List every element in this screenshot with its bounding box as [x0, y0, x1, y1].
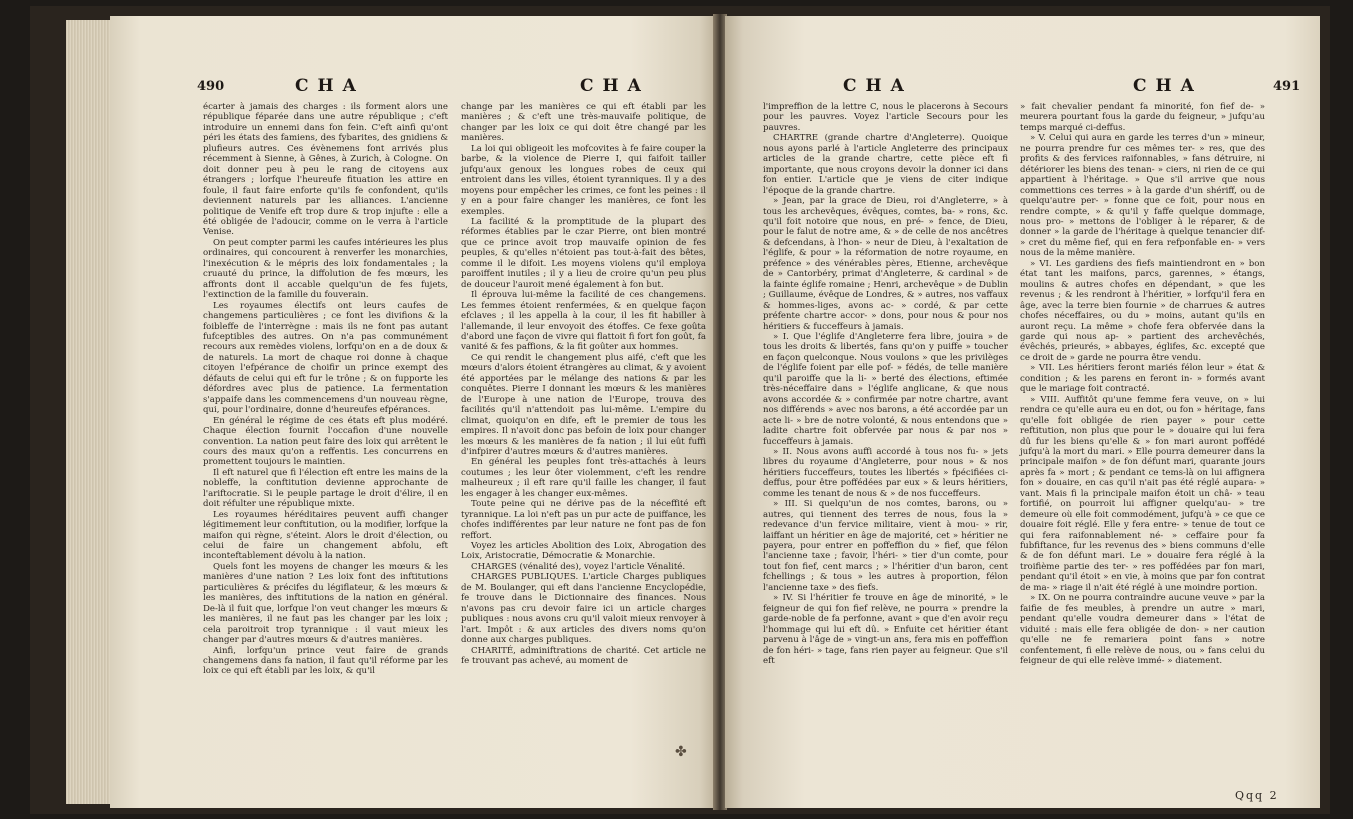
- paragraph: On peut compter parmi les caufes intérieures les plus ordinaires, qui concourent à renverfer les monarchies, l'inexécution & le mépris des loix fondamentales ; la cruauté du prince, la diffolution de fes mœurs, les affronts dont il accable quelqu'un de fes fujets, l'extinction de la famille du fouverain.: [203, 237, 448, 301]
- paragraph: » IV. Si l'héritier fe trouve en âge de minorité, » le feigneur de qui fon fief relève, ne pourra » prendre la garde-noble de fa perfonne, avant » que d'en avoir reçu l'hommage qui lui eft dû. » Enfuite cet héritier étant parvenu à l'âge de » vingt-un ans, fera mis en poffeffion de fon héri- » tage, fans rien payer au feigneur. Que s'il eft: [763, 593, 1008, 667]
- printer-ornament: ✤: [675, 744, 687, 760]
- paragraph: Il eft naturel que fi l'élection eft entre les mains de la nobleffe, la conftitution devienne approchante de l'ariftocratie. Si le peuple partage le droit d'élire, il en doit réfulter une république mixte.: [203, 467, 448, 510]
- paragraph: Il éprouva lui-même la facilité de ces changemens. Les femmes étoient renfermées, & en quelque façon efclaves ; il les appella à la cour, il les fit habiller à l'allemande, il leur envoyoit des étoffes. Ce fexe goûta d'abord une façon de vivre qui flattoit fi fort fon goût, fa vanité & fes paffions, & la fit goûter aux hommes.: [461, 290, 706, 353]
- paragraph: » V. Celui qui aura en garde les terres d'un » mineur, ne pourra prendre fur ces mêmes ter- » res, que des profits & des fervices raifonnables, » fans détruire, ni détériorer les biens des tenan- » ciers, ni rien de ce qui appartient à l'héritage. » Que s'il arrive que nous commettions ces terres » à la garde d'un shériff, ou de quelqu'autre per- » fonne que ce foit, pour nous en rendre compte, » & qu'il y faffe quelque dommage, nous pro- » mettons de l'obliger à le réparer, & de donner » la garde de l'héritage à quelque tenancier dif- » cret du même fief, qui en fera refponfable en- » vers nous de la même manière.: [1020, 133, 1265, 259]
- left-page: [110, 16, 715, 808]
- paragraph: change par les manières ce qui eft établi par les manières ; & c'eft une très-mauvaife politique, de changer par les loix ce qui doit être changé par les manières.: [461, 102, 706, 144]
- paragraph: l'impreffion de la lettre C, nous le placerons à Secours pour les pauvres. Voyez l'article Secours pour les pauvres.: [763, 102, 1008, 133]
- left-running-head-left: CHA: [295, 76, 365, 96]
- page-edges: [66, 20, 112, 804]
- paragraph: CHARITÉ, adminiftrations de charité. Cet article ne fe trouvant pas achevé, au moment de: [461, 645, 706, 667]
- catchword: Qqq 2: [1235, 789, 1279, 802]
- paragraph: En général le régime de ces états eft plus modéré. Chaque élection fournit l'occafion d'une nouvelle convention. La nation peut faire des loix qui arrêtent le cours des maux qu'on a reffentis. Les concurrens en promettent toujours le maintien.: [203, 415, 448, 468]
- paragraph: Quels font les moyens de changer les mœurs & les manières d'une nation ? Les loix font des inftitutions particulières & précifes du légiflateur, & les mœurs & les manières, des inftitutions de la nation en général. De-là il fuit que, lorfque l'on veut changer les mœurs & les manières, il ne faut pas les changer par les loix ; cela paroitroit trop tyrannique : il vaut mieux les changer par d'autres mœurs & d'autres manières.: [203, 561, 448, 646]
- paragraph: » Jean, par la grace de Dieu, roi d'Angleterre, » à tous les archevêques, évêques, comtes, ba- » rons, &c. qu'il foit notoire que nous, en pré- » fence, de Dieu, pour le falut de notre ame, & » de celle de nos ancêtres & defcendans, à l'hon- » neur de Dieu, à l'exaltation de l'églife, & pour » la réformation de notre royaume, en préfence » des vénérables pères, Etienne, archevêque de » Cantorbéry, primat d'Angleterre, & cardinal » de la fainte églife romaine ; Henri, archevêque » de Dublin ; Guillaume, évêque de Londres, & » autres, nos vaffaux & hommes-liges, avons ac- » cordé, & par cette préfente chartre accor- » dons, pour nous & pour nos héritiers & fucceffeurs à jamais.: [763, 196, 1008, 332]
- left-page-number: 490: [197, 79, 225, 94]
- paragraph: » IX. On ne pourra contraindre aucune veuve » par la faifie de fes meubles, à prendre un autre » mari, pendant qu'elle voudra demeurer dans » l'état de viduité : mais elle fera obligée de don- » ner caution qu'elle ne fe remariera point fans » notre confentement, fi elle relève de nous, ou » fans celui du feigneur de qui elle relève immé- » diatement.: [1020, 593, 1265, 667]
- paragraph: CHARGES (vénalité des), voyez l'article Vénalité.: [471, 561, 686, 572]
- left-column-1: [203, 102, 448, 677]
- paragraph: CHARTRE (grande chartre d'Angleterre). Quoique nous ayons parlé à l'article Angleterre des principaux articles de la grande chartre, cette pièce eft fi importante, que nous croyons devoir la donner ici dans fon entier. L'article que je viens de citer indique l'époque de la grande chartre.: [763, 133, 1008, 196]
- paragraph: La facilité & la promptitude de la plupart des réformes établies par le czar Pierre, ont bien montré que ce prince avoit trop mauvaife opinion de fes peuples, & qu'elles n'étoient pas tout-à-fait des bêtes, comme il le difoit. Les moyens violens qu'il employa paroiffent inutiles ; il y a lieu de croire qu'un peu plus de douceur l'auroit mené également à fon but.: [461, 216, 706, 290]
- paragraph: » III. Si quelqu'un de nos comtes, barons, ou » autres, qui tiennent des terres de nous, fous la » redevance d'un fervice militaire, vient à mou- » rir, laiffant un héritier en âge de majorité, cet » héritier ne payera, pour entrer en poffeffion du » fief, que félon l'ancienne taxe ; favoir, l'héri- » tier d'un comte, pour tout fon fief, cent marcs ; » l'héritier d'un baron, cent fchellings ; & tous » les autres à proportion, félon l'ancienne taxe » des fiefs.: [763, 499, 1008, 593]
- paragraph: » VI. Les gardiens des fiefs maintiendront en » bon état tant les maifons, parcs, garennes, » étangs, moulins & autres chofes en dépendant, » que les revenus ; & les rendront à l'héritier, » lorfqu'il fera en âge, avec la terre bien fournie » de charrues & autres chofes néceffaires, ou du » moins, autant qu'ils en auront reçu. La même » chofe fera obfervée dans la garde qui nous ap- » partient des archevêchés, évêchés, prieurés, » abbayes, églifes, &c. excepté que ce droit de » garde ne pourra être vendu.: [1020, 258, 1265, 363]
- paragraph: » VII. Les héritiers feront mariés félon leur » état & condition ; & les parens en feront in- » formés avant que le mariage foit contracté.: [1020, 363, 1265, 395]
- paragraph: CHARGES PUBLIQUES. L'article Charges publiques de M. Boulanger, qui eft dans l'ancienne Encyclopédie, fe trouve dans le Dictionnaire des finances. Nous n'avons pas cru devoir faire ici un article charges publiques : nous avons cru qu'il valoit mieux renvoyer à l'art. Impôt : & aux articles des divers noms qu'on donne aux charges publiques.: [461, 572, 706, 646]
- paragraph: La loi qui obligeoit les mofcovites à fe faire couper la barbe, & la violence de Pierre I, qui faifoit tailler jufqu'aux genoux les longues robes de ceux qui entroient dans les villes, étoient tyranniques. Il y a des moyens pour empêcher les crimes, ce font les peines : il y en a pour faire changer les manières, ce font les exemples.: [461, 143, 706, 217]
- paragraph: » VIII. Auffitôt qu'une femme fera veuve, on » lui rendra ce qu'elle aura eu en dot, ou fon » héritage, fans qu'elle foit obligée de rien payer » pour cette reftitution, non plus que pour le » douaire qui lui fera dû fur les biens qu'elle & » fon mari auront poffédé jufqu'à la mort du mari. » Elle pourra demeurer dans la principale maifon » de fon défunt mari, quarante jours après fa » mort ; & pendant ce tems-là on lui affignera fon » douaire, en cas qu'il n'ait pas été réglé aupara- » vant. Mais fi la principale maifon étoit un châ- » teau fortifié, on pourroit lui affigner quelqu'au- » tre demeure où elle foit commodément, jufqu'à » ce que ce douaire foit réglé. Elle y fera entre- » tenue de tout ce qui fera raifonnablement né- » ceffaire pour fa fubfiftance, fur les revenus des » biens communs d'elle & de fon défunt mari. Le » douaire fera réglé à la troifième partie des ter- » res poffédées par fon mari, pendant qu'il étoit » en vie, à moins que par fon contrat de ma- » riage il n'ait été réglé à une moindre portion.: [1020, 394, 1265, 593]
- right-column-1: [763, 102, 1008, 666]
- paragraph: écarter à jamais des charges : ils forment alors une république féparée dans une autre république ; c'eft introduire un ennemi dans fon fein. C'eft ainfi qu'ont péri les états des famiens, des fybarites, des gnidiens & plufieurs autres. Ces évènemens font arrivés plus récemment à Sienne, à Gênes, à Zurich, à Cologne. On doit donner peu à peu le rang de citoyens aux étrangers ; lorfque l'heureufe fituation les attire en foule, il faut faire enforte qu'ils fe confondent, qu'ils deviennent naturels par les alliances. L'ancienne politique de Venife eft trop dure & trop injufte : elle a été obligée de l'adoucir, comme on le verra à l'article Venise.: [203, 102, 448, 238]
- right-column-2: [1020, 102, 1265, 666]
- right-running-head-left: CHA: [843, 76, 913, 96]
- left-running-head-right: CHA: [580, 76, 650, 96]
- right-page: [725, 16, 1320, 808]
- right-running-head-right: CHA: [1133, 76, 1203, 96]
- paragraph: » I. Que l'églife d'Angleterre fera libre, jouira » de tous les droits & libertés, fans qu'on y puiffe » toucher en façon quelconque. Nous voulons » que les privilèges de l'églife foient par elle pof- » fédés, de telle manière qu'il paroiffe que la li- » berté des élections, eftimée très-néceffaire dans » l'églife anglicane, & que nous avons accordée & » confirmée par notre chartre, avant nos différends » avec nos barons, a été accordée par un acte li- » bre de notre volonté, & nous entendons que » ladite chartre foit obfervée par nous & par nos » fucceffeurs à jamais.: [763, 331, 1008, 447]
- paragraph: Toute peine qui ne dérive pas de la néceffité eft tyrannique. La loi n'eft pas un pur acte de puiffance, les chofes indifférentes par leur nature ne font pas de fon reffort.: [461, 499, 706, 541]
- paragraph: Les royaumes héréditaires peuvent auffi changer légitimement leur conftitution, ou la modifier, lorfque la maifon qui règne, s'éteint. Alors le droit d'élection, ou celui de faire un changement abfolu, eft inconteftablement dévolu à la nation.: [203, 509, 448, 562]
- paragraph: Voyez les articles Abolition des Loix, Abrogation des Loix, Aristocratie, Démocratie & Monarchie.: [461, 541, 706, 562]
- paragraph: Ainfi, lorfqu'un prince veut faire de grands changemens dans fa nation, il faut qu'il réforme par les loix ce qui eft établi par les loix, & qu'il: [203, 645, 448, 677]
- book-spread: [30, 6, 1330, 814]
- left-column-2: [461, 102, 706, 666]
- paragraph: » II. Nous avons auffi accordé à tous nos fu- » jets libres du royaume d'Angleterre, pour nous » & nos héritiers fucceffeurs, toutes les libertés » fpécifiées ci-deffus, pour être poffédées par eux » & leurs héritiers, comme les tenant de nous & » de nos fucceffeurs.: [763, 446, 1008, 499]
- paragraph: » fait chevalier pendant fa minorité, fon fief de- » meurera pourtant fous la garde du feigneur, » jufqu'au temps marqué ci-deffus.: [1020, 102, 1265, 133]
- right-page-number: 491: [1273, 79, 1301, 94]
- paragraph: En général les peuples font très-attachés à leurs coutumes ; les leur ôter violemment, c'eft les rendre malheureux ; il eft rare qu'il faille les changer, il faut les engager à les changer eux-mêmes.: [461, 457, 706, 499]
- paragraph: Les royaumes électifs ont leurs caufes de changemens particulières ; ce font les divifions & la foibleffe de l'interrègne : mais ils ne font pas autant fufceptibles des autres. On n'a pas communément recours aux remèdes violens, lorfqu'on en a de doux & de naturels. La mort de chaque roi donne à chaque citoyen l'efpérance de choifir un prince exempt des défauts de celui qui eft fur le trône ; & on fupporte les défordres avec plus de patience. La fermentation s'appaife dans les commencemens d'un nouveau règne, qui, pour l'ordinaire, donne d'heureufes efpérances.: [203, 300, 448, 416]
- paragraph: Ce qui rendit le changement plus aifé, c'eft que les mœurs d'alors étoient étrangères au climat, & y avoient été apportées par le mélange des nations & par les conquêtes. Pierre I donnant les mœurs & les manières de l'Europe à une nation de l'Europe, trouva des facilités qu'il n'attendoit pas lui-même. L'empire du climat, quoiqu'on en dife, eft le premier de tous les empires. Il n'avoit donc pas befoin de loix pour changer les mœurs & les manières de fa nation ; il lui eût fuffi d'infpirer d'autres mœurs & d'autres manières.: [461, 352, 706, 457]
